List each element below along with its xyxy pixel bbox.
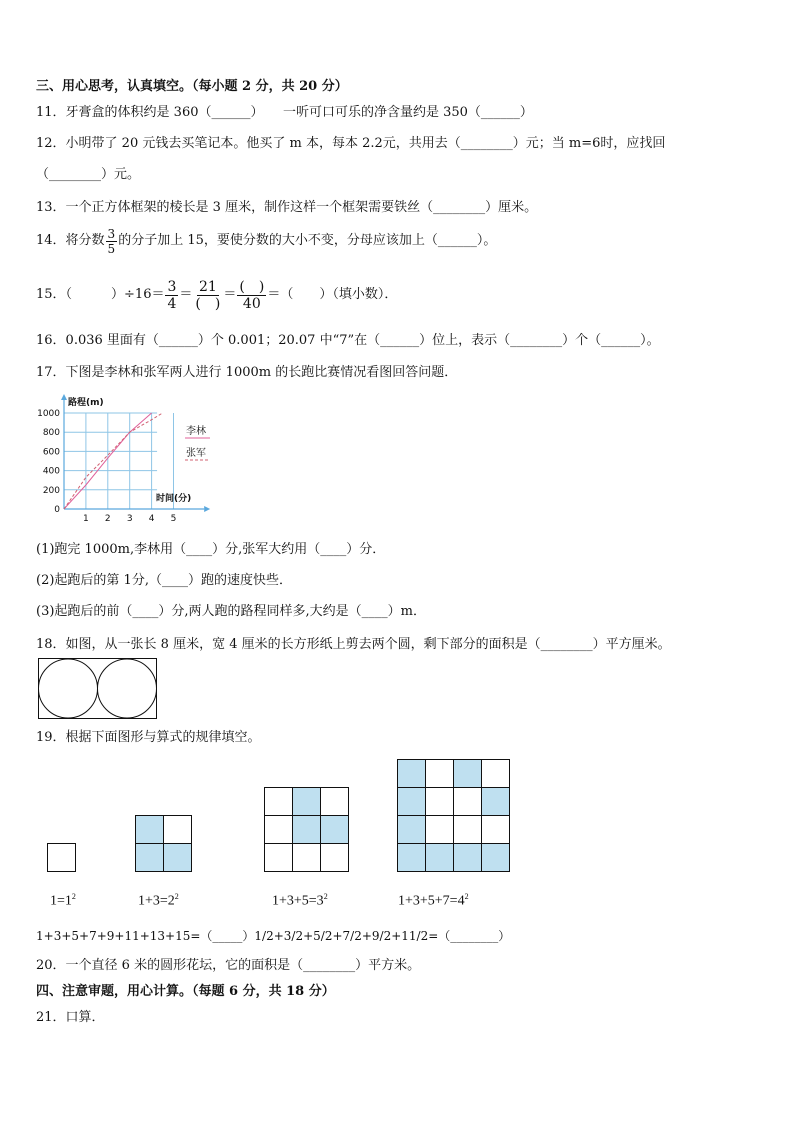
- x-tick-label-3: 3: [126, 514, 133, 524]
- pattern-label-3: $1+3+5=3^2$: [272, 892, 328, 909]
- pattern-label-4: $1+3+5+7=4^2$: [398, 892, 469, 909]
- q14-after: 的分子加上 15，要使分数的大小不变，分母应该加上（______）。: [118, 233, 497, 248]
- question-19-fill: 1+3+5+7+9+11+13+15=（_____）1/2+3/2+5/2+7/2+9/2+11/2=（________）: [36, 929, 511, 943]
- q15-fraction-1: [165, 280, 178, 311]
- q15-f2-den: ( ): [195, 295, 221, 312]
- section4-title: 四、注意审题，用心计算。（每题 6 分，共 18 分）: [36, 984, 335, 999]
- y-axis-arrow: [61, 394, 67, 400]
- q15-eq2: ＝: [223, 287, 237, 302]
- figure-circle-right: [98, 659, 157, 718]
- q15-tail: ＝（ ）（填小数）．: [267, 287, 398, 302]
- rectangle-two-circles-figure: [38, 658, 158, 720]
- question-13: 13．一个正方体框架的棱长是 3 厘米，制作这样一个框架需要铁丝（________）厘米。: [36, 200, 538, 215]
- q15-fraction-3: [237, 280, 266, 311]
- pattern-label-1: $1=1^2$: [50, 892, 76, 909]
- question-19: 19．根据下面图形与算式的规律填空。: [36, 730, 261, 745]
- legend-label-1: 李林: [186, 426, 206, 437]
- pattern-figure-3: [264, 787, 351, 873]
- x-tick-label-5: 5: [170, 514, 177, 524]
- pattern-figure-1: [47, 843, 77, 873]
- y-tick-label-400: 400: [42, 466, 60, 477]
- q14-denominator: 5: [107, 241, 116, 256]
- q15-lead: 15．（ ）÷16＝: [36, 287, 165, 302]
- q15-f1-den: 4: [167, 295, 177, 312]
- q15-f3-den: 40: [242, 295, 261, 312]
- question-17: 17．下图是李林和张军两人进行 1000m 的长跑比赛情况看图回答问题．: [36, 365, 458, 380]
- x-tick-label-1: 1: [83, 514, 89, 524]
- y-tick-label-0: 0: [54, 505, 60, 515]
- figure-circle-left: [39, 659, 98, 718]
- question-17-1: (1)跑完 1000m,李林用（____）分,张军大约用（____）分．: [36, 542, 386, 557]
- pattern-figure-2: [135, 815, 193, 873]
- race-line-chart: [30, 394, 230, 524]
- chart-series: [64, 413, 163, 509]
- series-line-2: [64, 413, 163, 509]
- q15-f2-num: 21: [198, 278, 217, 295]
- y-tick-label-800: 800: [42, 428, 60, 439]
- question-12-line2: （________）元。: [36, 167, 141, 182]
- y-tick-label-600: 600: [42, 447, 60, 458]
- q15-f3-num: ( ): [239, 278, 265, 295]
- question-17-3: (3)起跑后的前（____）分,两人跑的路程同样多,大约是（____）m．: [36, 604, 427, 619]
- x-tick-label-2: 2: [104, 514, 111, 524]
- q15-eq1: ＝: [179, 287, 193, 302]
- question-20: 20．一个直径 6 米的圆形花坛，它的面积是（________）平方米。: [36, 958, 421, 973]
- question-11: 11．牙膏盒的体积约是 360（______） 一听可口可乐的净含量约是 350（______）: [36, 105, 533, 120]
- q15-f1-num: 3: [167, 278, 177, 295]
- y-tick-label-200: 200: [42, 485, 60, 496]
- q14-numerator: 3: [107, 226, 116, 241]
- x-tick-label-4: 4: [148, 514, 155, 524]
- pattern-label-2: $1+3=2^2$: [138, 892, 179, 909]
- q14-before: 14．将分数: [36, 233, 105, 248]
- question-16: 16．0.036 里面有（______）个 0.001；20.07 中“7”在（______）位上，表示（________）个（______）。: [36, 333, 660, 348]
- question-12-line1: 12．小明带了 20 元钱去买笔记本。他买了 m 本，每本 2.2元，共用去（________）元；当 m=6时，应找回: [36, 136, 666, 151]
- question-17-2: (2)起跑后的第 1分,（____）跑的速度快些．: [36, 573, 292, 588]
- pattern-figure-4: [397, 759, 513, 873]
- chart-labels: [37, 396, 210, 524]
- q15-fraction-2: [193, 280, 222, 311]
- x-axis-label: 时间(分): [155, 494, 192, 504]
- q14-fraction: [106, 228, 118, 255]
- y-tick-label-1000: 1000: [37, 409, 60, 419]
- section3-title: 三、用心思考，认真填空。（每小题 2 分，共 20 分）: [36, 79, 348, 94]
- question-21: 21．口算．: [36, 1010, 105, 1025]
- question-18: 18．如图，从一张长 8 厘米，宽 4 厘米的长方形纸上剪去两个圆，剩下部分的面积是（________）平方厘米。: [36, 637, 671, 652]
- x-axis-arrow: [204, 506, 210, 512]
- question-15: [36, 272, 397, 318]
- question-14: [36, 224, 496, 258]
- legend-label-2: 张军: [186, 448, 206, 459]
- y-axis-label: 路程(m): [68, 398, 104, 408]
